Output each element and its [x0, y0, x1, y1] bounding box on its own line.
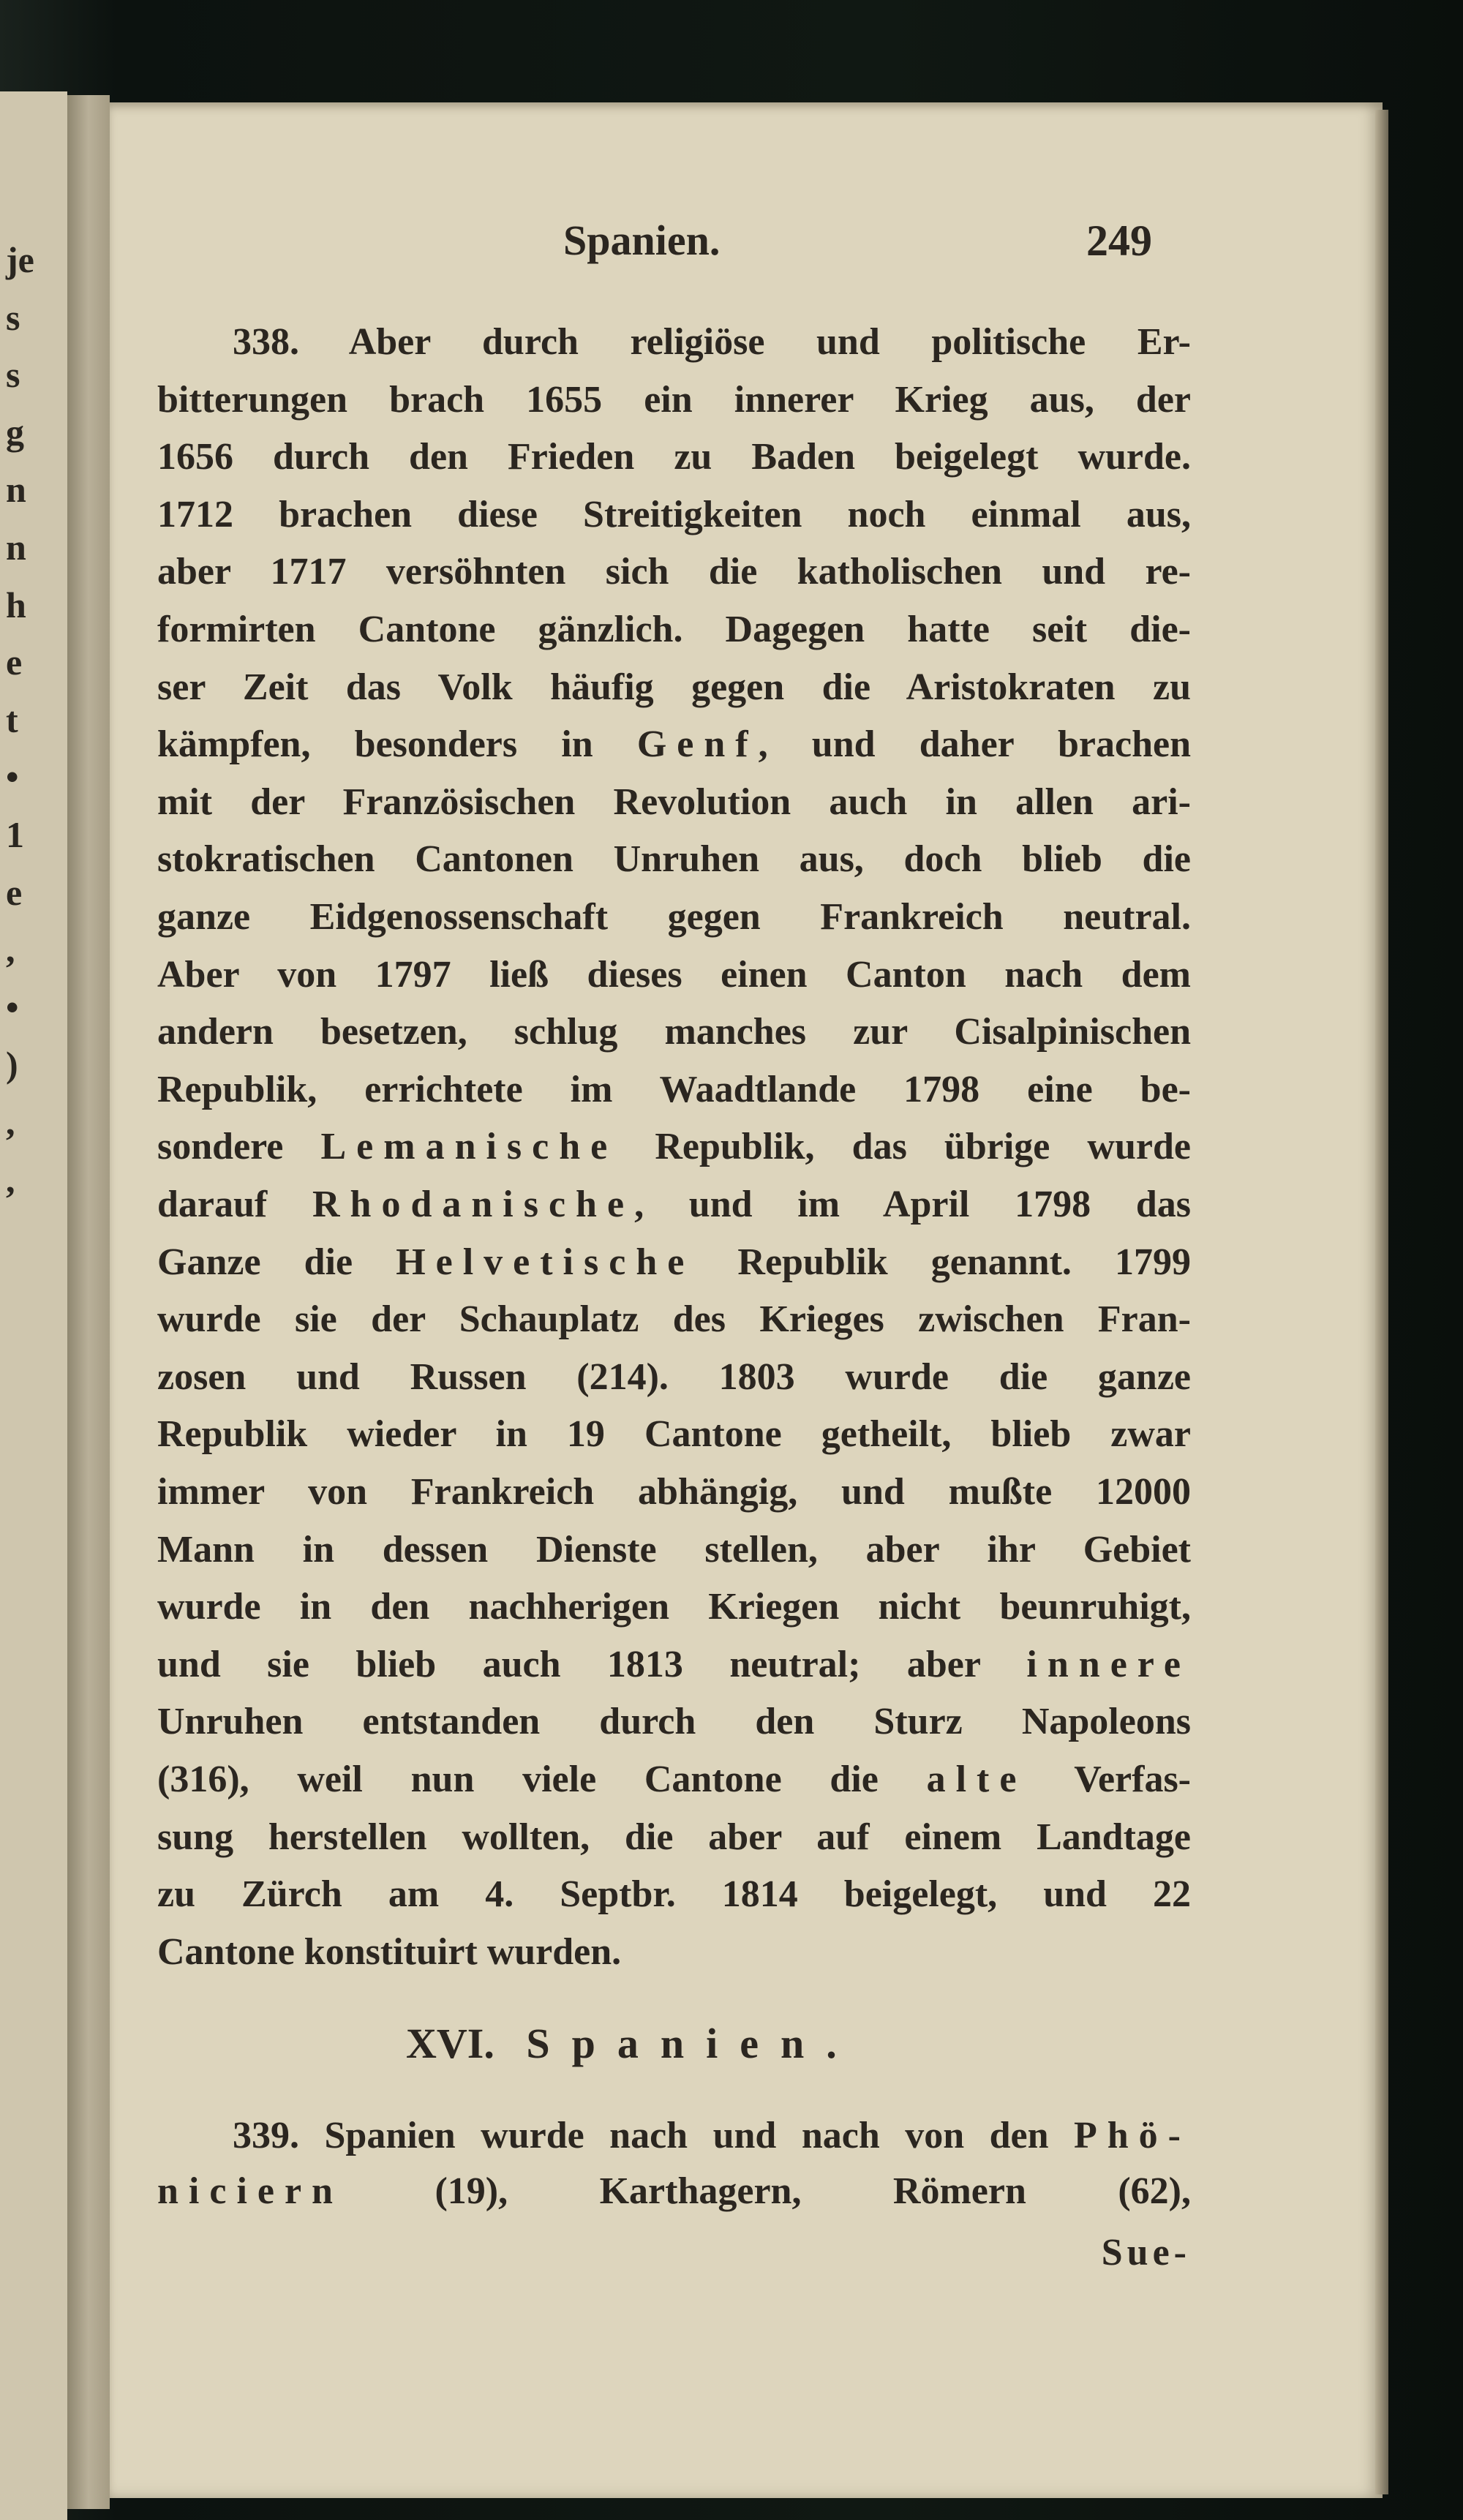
- text-line: [157, 1700, 1191, 1744]
- facing-page-fragment: •: [6, 756, 19, 798]
- spaced-emphasis: alte: [926, 1759, 1027, 1800]
- book-gutter: [67, 95, 110, 2509]
- catchword: Sue-: [1101, 2232, 1191, 2273]
- text-segment: darauf: [157, 1184, 312, 1225]
- text-line: [157, 1528, 1191, 1572]
- text-segment: Verfas-: [1026, 1759, 1191, 1800]
- text-line: [157, 666, 1191, 710]
- text-segment: , und daher brachen: [758, 723, 1191, 766]
- text-segment: mit der Französischen Revolution auch in allen ari-: [157, 781, 1191, 823]
- text-line: [157, 1068, 1191, 1112]
- text-line: [157, 608, 1191, 652]
- text-line: [157, 1470, 1191, 1514]
- text-segment: Ganze die: [157, 1241, 396, 1283]
- spaced-emphasis: niciern: [157, 2170, 343, 2212]
- section-numeral: XVI.: [406, 2020, 494, 2067]
- section-heading: [406, 2019, 859, 2068]
- text-segment: Republik, errichtete im Waadtlande 1798 eine be-: [157, 1068, 1191, 1110]
- text-segment: 1656 durch den Frieden zu Baden beigelegt wurde.: [157, 436, 1191, 478]
- text-segment: Mann in dessen Dienste stellen, aber ihr Gebiet: [157, 1528, 1191, 1571]
- text-line: [157, 1643, 1191, 1687]
- facing-page-fragment: ,: [6, 929, 15, 971]
- text-line: [157, 1873, 1191, 1917]
- spaced-emphasis: Helvetische: [396, 1241, 695, 1283]
- text-segment: aber 1717 versöhnten sich die katholischen und re-: [157, 551, 1191, 593]
- text-segment: immer von Frankreich abhängig, und mußte 12000: [157, 1471, 1191, 1513]
- text-segment: bitterungen brach 1655 ein innerer Krieg aus, der: [157, 378, 1191, 421]
- spaced-emphasis: Lemanische: [320, 1126, 618, 1168]
- page-number: 249: [1086, 217, 1152, 265]
- text-segment: kämpfen, besonders in: [157, 723, 637, 766]
- text-line: [157, 723, 1191, 767]
- text-segment: Cantone konstituirt wurden.: [157, 1930, 622, 1973]
- running-head: Spanien.: [563, 217, 721, 264]
- spaced-emphasis: innere: [1026, 1643, 1191, 1685]
- text-segment: und sie blieb auch 1813 neutral; aber: [157, 1643, 1027, 1685]
- text-line: [157, 1413, 1191, 1456]
- text-segment: zu Zürch am 4. Septbr. 1814 beigelegt, und 22: [157, 1873, 1191, 1916]
- text-line: [157, 1355, 1191, 1399]
- text-segment: sung herstellen wollten, die aber auf einem Landtage: [157, 1816, 1191, 1858]
- section-title: Spanien.: [526, 2020, 859, 2067]
- facing-page-fragment: t: [6, 699, 18, 740]
- text-line: [157, 550, 1191, 594]
- facing-page-fragment: n: [6, 527, 26, 568]
- facing-page-fragment: ,: [6, 1102, 15, 1143]
- facing-page-fragment: •: [6, 986, 19, 1028]
- text-segment: wurde sie der Schauplatz des Krieges zwischen Fran-: [157, 1298, 1191, 1341]
- text-segment: wurde in den nachherigen Kriegen nicht beunruhigt,: [157, 1586, 1191, 1628]
- text-line: [157, 1125, 1191, 1169]
- text-segment: Republik wieder in 19 Cantone getheilt, blieb zwar: [157, 1413, 1191, 1456]
- text-segment: (19), Karthagern, Römern (62),: [342, 2170, 1191, 2212]
- spaced-emphasis: Phö-: [1074, 2115, 1191, 2156]
- text-line: [157, 1930, 1191, 1974]
- text-segment: Republik genannt. 1799: [694, 1241, 1191, 1283]
- text-line: [157, 378, 1191, 422]
- text-segment: stokratischen Cantonen Unruhen aus, doch blieb die: [157, 838, 1191, 881]
- text-segment: 338. Aber durch religiöse und politische Er-: [233, 321, 1191, 363]
- facing-page-fragment: s: [6, 354, 20, 396]
- text-segment: ser Zeit das Volk häufig gegen die Aristokraten zu: [157, 666, 1191, 708]
- text-line: [157, 895, 1191, 939]
- text-segment: ganze Eidgenossenschaft gegen Frankreich neutral.: [157, 896, 1191, 938]
- facing-page-fragment: ): [6, 1044, 18, 1086]
- facing-page-edge: [0, 91, 67, 2520]
- text-segment: sondere: [157, 1126, 321, 1168]
- facing-page-fragment: ,: [6, 1159, 15, 1200]
- text-line: [157, 2170, 1191, 2214]
- page-stack-edge: [1375, 110, 1388, 2494]
- facing-page-fragment: g: [6, 411, 24, 453]
- text-segment: Unruhen entstanden durch den Sturz Napoleons: [157, 1701, 1191, 1743]
- text-line: [157, 838, 1191, 881]
- text-segment: 339. Spanien wurde nach und nach von den: [233, 2115, 1074, 2156]
- text-line: [157, 1241, 1191, 1285]
- facing-page-fragment: 1: [6, 814, 24, 855]
- facing-page-fragment: h: [6, 584, 26, 625]
- text-segment: Republik, das übrige wurde: [617, 1126, 1191, 1168]
- text-segment: (316), weil nun viele Cantone die: [157, 1759, 927, 1800]
- text-segment: formirten Cantone gänzlich. Dagegen hatte seit die-: [157, 609, 1191, 650]
- text-line: [157, 1585, 1191, 1629]
- text-line: [157, 1298, 1191, 1342]
- text-line: [157, 1183, 1191, 1227]
- text-line: [233, 320, 1191, 364]
- facing-page-fragment: je: [6, 239, 34, 280]
- text-line: [157, 1758, 1191, 1802]
- text-line: [157, 1816, 1191, 1859]
- text-line: [157, 781, 1191, 824]
- facing-page-fragment: n: [6, 469, 26, 511]
- spaced-emphasis: Genf: [636, 723, 759, 766]
- text-segment: Aber von 1797 ließ dieses einen Canton nach dem: [157, 953, 1191, 996]
- facing-page-fragment: s: [6, 296, 20, 338]
- text-line: [233, 2114, 1191, 2158]
- text-segment: 1712 brachen diese Streitigkeiten noch einmal aus,: [157, 493, 1191, 535]
- facing-page-fragment: e: [6, 642, 23, 683]
- text-line: [157, 493, 1191, 537]
- text-line: [157, 1010, 1191, 1054]
- text-line: [157, 435, 1191, 479]
- text-segment: andern besetzen, schlug manches zur Cisalpinischen: [157, 1011, 1191, 1053]
- facing-page-fragment: e: [6, 871, 23, 913]
- spaced-emphasis: Rhodanische: [312, 1184, 635, 1225]
- text-segment: zosen und Russen (214). 1803 wurde die ganze: [157, 1355, 1191, 1398]
- text-line: [157, 953, 1191, 997]
- text-segment: , und im April 1798 das: [634, 1184, 1191, 1225]
